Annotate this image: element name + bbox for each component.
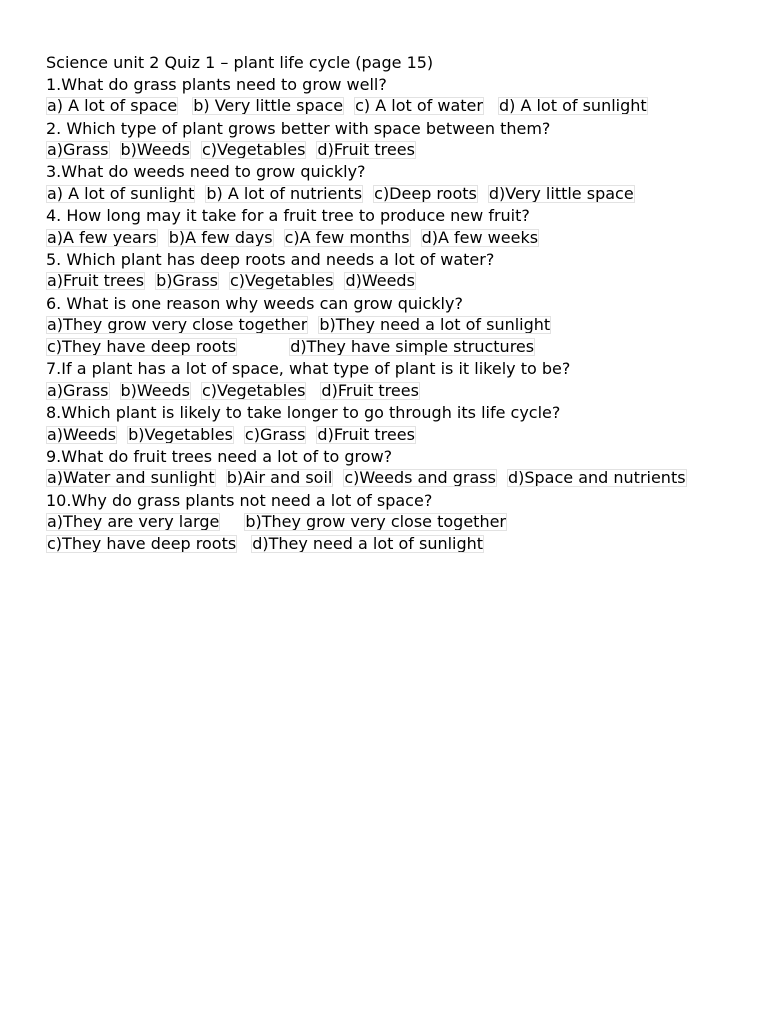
question-1: 1.What do grass plants need to grow well? [46,74,387,94]
q5-option-a: a)Fruit trees [47,271,145,291]
q10-option-b: b)They grow very close together [245,512,507,532]
question-9: 9.What do fruit trees need a lot of to grow? [46,447,393,467]
q5-option-c: c)Vegetables [230,271,334,291]
q9-option-b: b)Air and soil [226,468,333,488]
answer-row-7 [46,380,746,402]
q4-option-d: d)A few weeks [421,227,539,247]
q8-option-c: c)Grass [244,424,306,444]
q5-option-b: b)Grass [156,271,218,291]
question-3: 3.What do weeds need to grow quickly? [46,162,366,182]
q7-option-d: d)Fruit trees [321,380,419,400]
q1-option-b: b) Very little space [193,96,344,116]
q8-option-a: a)Weeds [47,424,117,444]
q3-option-d: d)Very little space [488,183,634,203]
q3-option-a: a) A lot of sunlight [47,183,195,203]
q4-option-c: c)A few months [284,227,410,247]
question-8: 8.Which plant is likely to take longer to go through its life cycle? [46,403,561,423]
question-4: 4. How long may it take for a fruit tree to produce new fruit? [46,206,530,226]
q7-option-a: a)Grass [47,380,109,400]
q6-option-a: a)They grow very close together [47,315,308,335]
q4-option-a: a)A few years [47,227,157,247]
answer-row-8 [46,424,746,446]
q10-option-d: d)They need a lot of sunlight [252,534,484,554]
q2-option-a: a)Grass [47,140,109,160]
answer-row-9 [46,468,746,490]
question-7: 7.If a plant has a lot of space, what type of plant is it likely to be? [46,359,571,379]
q1-option-a: a) A lot of space [47,96,178,116]
q1-option-c: c) A lot of water [355,96,483,116]
question-2: 2. Which type of plant grows better with space between them? [46,118,551,138]
answer-row-6b [46,337,746,359]
answer-row-1 [46,96,746,118]
answer-row-3 [46,183,746,205]
question-5: 5. Which plant has deep roots and needs a lot of water? [46,250,495,270]
q7-option-b: b)Weeds [120,380,190,400]
q2-option-c: c)Vegetables [201,140,306,160]
answer-row-10a [46,512,746,534]
q10-option-c: c)They have deep roots [47,534,237,554]
question-6: 6. What is one reason why weeds can grow quickly? [46,293,463,313]
answer-row-6a [46,315,746,337]
answer-row-10b [46,534,746,556]
q8-option-d: d)Fruit trees [317,424,415,444]
q2-option-d: d)Fruit trees [317,140,415,160]
answer-row-2 [46,140,746,162]
q4-option-b: b)A few days [168,227,273,247]
page-title: Science unit 2 Quiz 1 – plant life cycle (page 15) [46,53,434,72]
q9-option-c: c)Weeds and grass [344,468,496,488]
q3-option-c: c)Deep roots [374,183,477,203]
answer-row-4 [46,227,746,249]
q1-option-d: d) A lot of sunlight [498,96,647,116]
q9-option-d: d)Space and nutrients [507,468,686,488]
q7-option-c: c)Vegetables [201,380,306,400]
question-10: 10.Why do grass plants not need a lot of space? [46,490,433,510]
q10-option-a: a)They are very large [47,512,220,532]
answer-row-5 [46,271,746,293]
q2-option-b: b)Weeds [120,140,190,160]
q3-option-b: b) A lot of nutrients [206,183,363,203]
q6-option-b: b)They need a lot of sunlight [319,315,551,335]
q6-option-c: c)They have deep roots [47,337,237,357]
q8-option-b: b)Vegetables [128,424,233,444]
q9-option-a: a)Water and sunlight [47,468,215,488]
q6-option-d: d)They have simple structures [290,337,535,357]
quiz-document [46,52,746,555]
q5-option-d: d)Weeds [345,271,415,291]
